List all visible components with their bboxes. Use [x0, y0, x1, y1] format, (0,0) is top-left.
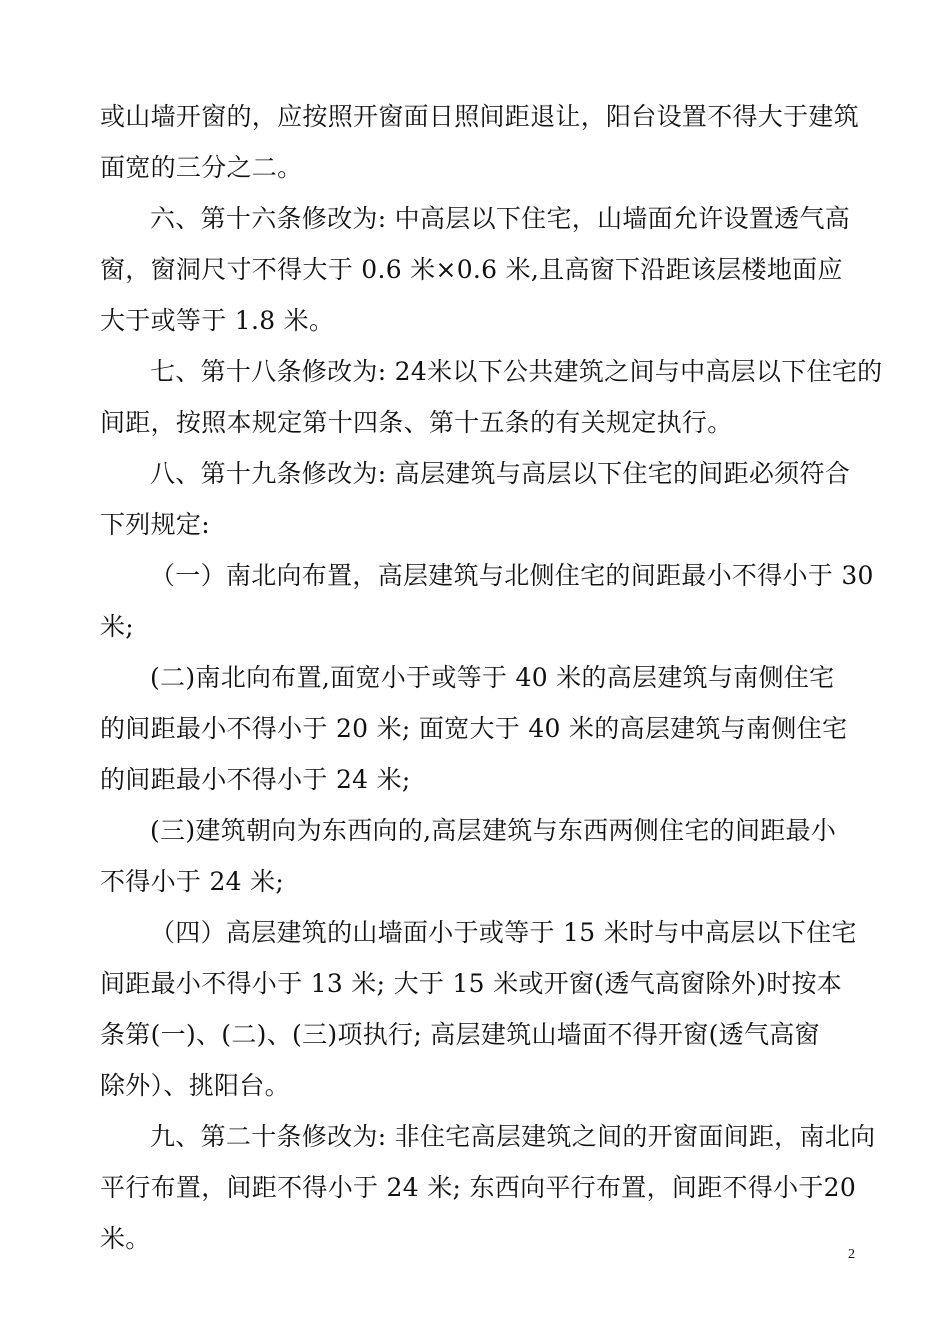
text-line: 或山墙开窗的，应按照开窗面日照间距退让，阳台设置不得大于建筑 — [100, 102, 860, 131]
text-line: （四）高层建筑的山墙面小于或等于 15 米时与中高层以下住宅 — [150, 918, 857, 947]
text-line: 的间距最小不得小于 24 米; — [100, 765, 411, 794]
text-line: 九、第二十条修改为: 非住宅高层建筑之间的开窗面间距，南北向 — [150, 1122, 876, 1151]
text-line: 下列规定: — [100, 510, 210, 539]
text-line: 除外）、挑阳台。 — [100, 1071, 290, 1100]
page-number: 2 — [848, 1247, 855, 1262]
text-line: 间距最小不得小于 13 米; 大于 15 米或开窗(透气高窗除外)时按本 — [100, 969, 843, 998]
text-line: 条第(一)、(二)、(三)项执行; 高层建筑山墙面不得开窗(透气高窗 — [100, 1020, 820, 1049]
text-line: 大于或等于 1.8 米。 — [100, 306, 335, 335]
text-line: 的间距最小不得小于 20 米; 面宽大于 40 米的高层建筑与南侧住宅 — [100, 714, 848, 743]
text-line: (二)南北向布置,面宽小于或等于 40 米的高层建筑与南侧住宅 — [150, 663, 835, 692]
text-line: 平行布置，间距不得小于 24 米; 东西向平行布置，间距不得小于20 — [100, 1173, 857, 1202]
text-line: 米; — [100, 612, 135, 641]
text-line: (三)建筑朝向为东西向的,高层建筑与东西两侧住宅的间距最小 — [150, 816, 837, 845]
text-line: 七、第十八条修改为: 24米以下公共建筑之间与中高层以下住宅的 — [150, 357, 883, 386]
text-line: 八、第十九条修改为: 高层建筑与高层以下住宅的间距必须符合 — [150, 459, 851, 488]
text-line: 窗，窗洞尺寸不得大于 0.6 米×0.6 米,且高窗下沿距该层楼地面应 — [100, 255, 843, 284]
text-line: 不得小于 24 米; — [100, 867, 285, 896]
text-line: 六、第十六条修改为: 中高层以下住宅，山墙面允许设置透气高 — [150, 204, 851, 233]
text-line: 间距，按照本规定第十四条、第十五条的有关规定执行。 — [100, 408, 733, 437]
text-line: （一）南北向布置，高层建筑与北侧住宅的间距最小不得小于 30 — [150, 561, 874, 590]
text-line: 面宽的三分之二。 — [100, 153, 303, 182]
text-line: 米。 — [100, 1224, 151, 1253]
